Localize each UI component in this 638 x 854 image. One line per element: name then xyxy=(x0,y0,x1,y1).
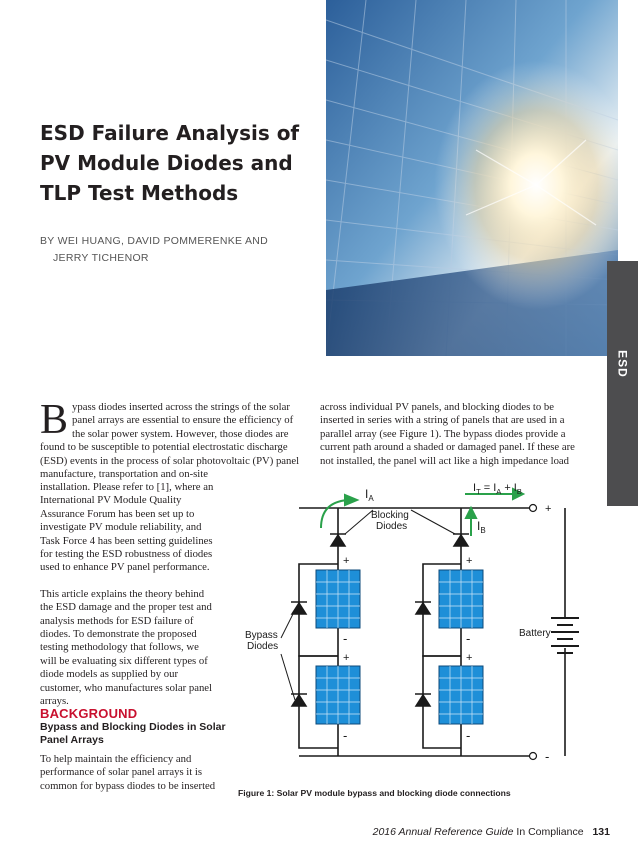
minus-1: - xyxy=(343,631,348,646)
minus-4: - xyxy=(466,728,471,743)
footer-guide: 2016 Annual Reference Guide xyxy=(372,826,514,838)
paragraph-1-rest: installation. Please refer to [1], where an International PV Module Quality Assurance Forum has been set up to investigate PV module reliability, and Task Force 4 has been setting guidelines for testing the ESD robustness of diodes used to enhance PV panel performance. xyxy=(40,481,214,574)
footer-magazine: In Compliance xyxy=(516,826,584,838)
page-footer xyxy=(373,826,610,838)
body-intro xyxy=(40,397,303,481)
section-tab-label: ESD xyxy=(615,350,630,378)
plus-4: + xyxy=(466,652,473,664)
paragraph-1-lead: ypass diodes inserted across the strings of the solar panel arrays are essential to ensure the efficiency of the solar power system. However, those diodes are found to be susceptible to potential electrostatic discharge (ESD) events in the process of solar photovoltaic (PV) panel manufacture, transportation and on-site xyxy=(40,401,300,481)
label-blocking: Blocking xyxy=(371,510,409,521)
figure-1-diagram xyxy=(233,478,591,778)
label-battery: Battery xyxy=(519,628,551,639)
section-tab xyxy=(607,261,638,506)
page-number: 131 xyxy=(592,826,610,838)
minus-terminal: - xyxy=(545,749,550,764)
plus-2: + xyxy=(343,652,350,664)
plus-3: + xyxy=(466,555,473,567)
solar-panel-photo xyxy=(326,0,618,356)
byline-line-1: BY WEI HUANG, DAVID POMMERENKE AND xyxy=(40,235,269,247)
paragraph-3: To help maintain the efficiency and performance of solar panel arrays it is common for bypass diodes to be inserted xyxy=(40,753,216,792)
body-left-bottom xyxy=(40,753,225,793)
label-bypass: Bypass xyxy=(245,630,278,641)
label-diodes: Diodes xyxy=(376,521,408,532)
minus-2: - xyxy=(343,728,348,743)
body-left-column xyxy=(40,481,218,709)
minus-3: - xyxy=(466,631,471,646)
label-ib: $I_B$ xyxy=(477,519,486,535)
article-title: ESD Failure Analysis of PV Module Diodes and TLP Test Methods xyxy=(40,121,300,205)
plus-terminal: + xyxy=(545,503,552,515)
drop-cap: B xyxy=(40,397,69,443)
label-ia: $I_A$ xyxy=(365,487,374,503)
subsection-heading: Bypass and Blocking Diodes in Solar Panel Arrays xyxy=(40,721,226,746)
body-right-column xyxy=(320,401,590,468)
paragraph-right: across individual PV panels, and blocking diodes to be inserted in series with a string of panels that are used in a parallel array (see Figure 1). The bypass diodes provide a current path around a shaded or damaged panel. If these are not installed, the panel will act like a high impedance load xyxy=(320,401,575,467)
label-bypass-diodes: Diodes xyxy=(247,641,279,652)
label-it: $I_T = I_A + I_B$ xyxy=(473,482,522,496)
paragraph-2: This article explains the theory behind the ESD damage and the proper test and analysis methods for ESD failure of diodes. To demonstrate the proposed testing methodology that follows, we will be evaluating six different types of diode models as supplied by our customer, who manufactures solar panel arrays. xyxy=(40,587,212,708)
section-heading: BACKGROUND xyxy=(40,706,138,721)
byline-line-2: JERRY TICHENOR xyxy=(53,252,149,264)
byline xyxy=(40,233,340,267)
plus-1: + xyxy=(343,555,350,567)
figure-caption: Figure 1: Solar PV module bypass and blocking diode connections xyxy=(238,788,511,798)
